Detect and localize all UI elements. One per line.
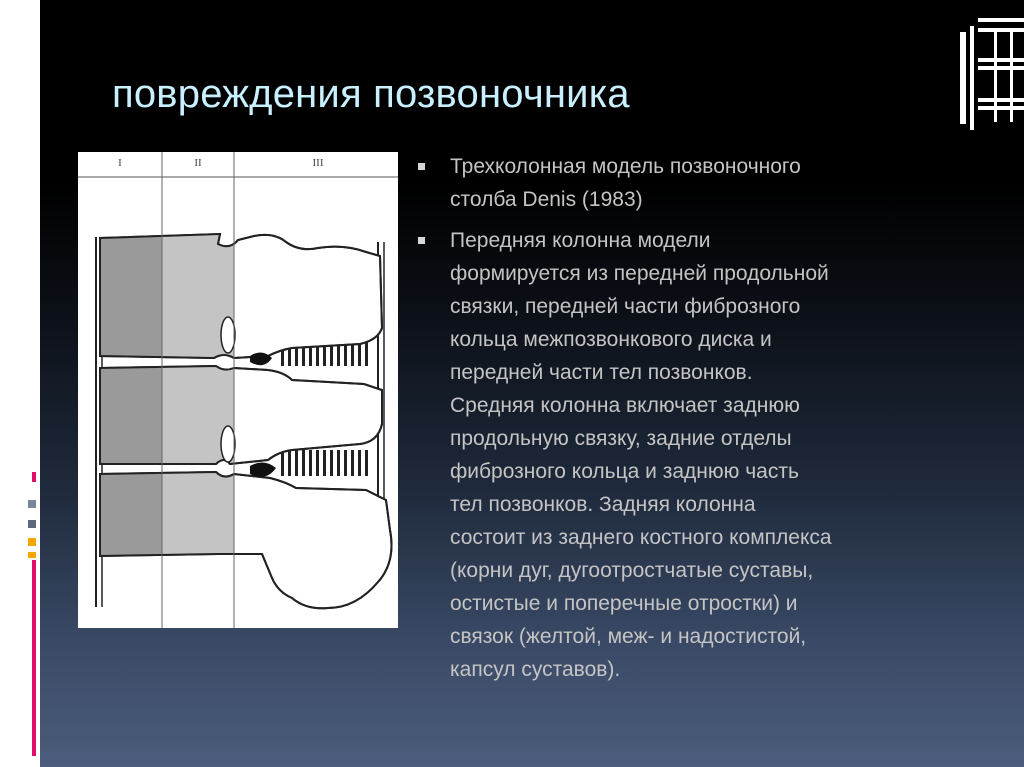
bullet-list: [410, 150, 1010, 694]
slide: [40, 0, 1024, 767]
column-label: II: [194, 157, 202, 169]
left-margin-strip: [0, 0, 40, 767]
bullet-item: [410, 150, 1010, 216]
slide-title: повреждения позвоночника: [112, 72, 630, 116]
accent-line-top: [32, 472, 36, 482]
spine-diagram-svg: [78, 152, 398, 628]
corner-decoration: [960, 18, 1024, 130]
bullet-text: Передняя колонна модели формируется из передней продольной связки, передней части фиброзного кольца межпозвонкового диска и передней части тел позвонков. Средняя колонна включает заднюю продольную связку, задние отделы фиброзного кольца и заднюю часть тел позвонков. Задняя колонна состоит из заднего костного комплекса (корни дуг, дугоотростчатые суставы, остистые и поперечные отростки) и связок (желтой, меж- и надостистой, капсул суставов).: [450, 229, 832, 681]
bullet-item: [410, 224, 1010, 686]
bullet-square-icon: [418, 163, 425, 170]
interspinous-ligament: [278, 450, 370, 476]
column-label: I: [118, 157, 122, 169]
column-label: III: [312, 157, 324, 169]
accent-square: [28, 552, 36, 558]
bullet-text: Трехколонная модель позвоночного столба Denis (1983): [450, 155, 801, 211]
accent-square: [28, 500, 36, 508]
accent-line-pink: [32, 560, 36, 756]
accent-square: [28, 538, 36, 546]
accent-square: [28, 520, 36, 528]
spine-three-column-diagram: [78, 152, 398, 628]
bullet-square-icon: [418, 237, 425, 244]
